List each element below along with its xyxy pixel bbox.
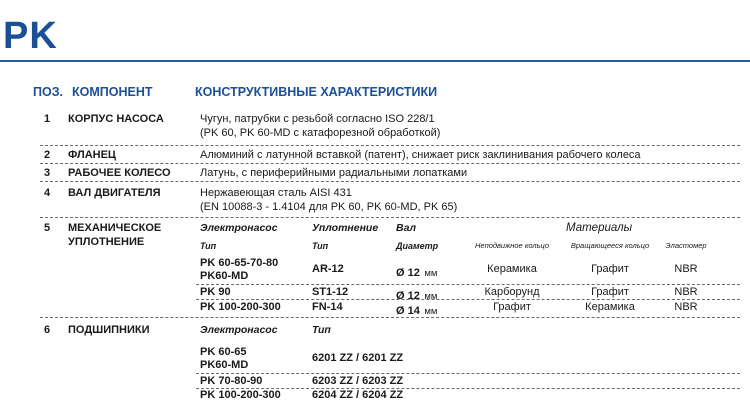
row-2-line-1: Алюминий с латунной вставкой (патент), снижает риск заклинивания рабочего колеса: [200, 149, 641, 161]
bearings-col-type: Тип: [312, 324, 331, 336]
separator: [196, 284, 740, 285]
seal-col-shaft: Вал: [396, 222, 417, 234]
seal-item-2-elastomer: NBR: [674, 286, 698, 298]
separator: [40, 317, 740, 318]
row-4-name: ВАЛ ДВИГАТЕЛЯ: [68, 187, 161, 199]
bearing-item-3-pump-1: PK 100-200-300: [200, 389, 281, 401]
row-4-line-2: (EN 10088-3 - 1.4104 для PK 60, PK 60-MD, PK 65): [200, 201, 458, 213]
seal-item-2-rotating: Графит: [591, 286, 629, 298]
seal-sub-type-1: Тип: [200, 241, 217, 251]
bearings-col-pump: Электронасос: [200, 324, 278, 336]
seal-item-2-diameter-unit: мм: [424, 291, 438, 302]
seal-sub-type-2: Тип: [312, 241, 329, 251]
separator: [40, 145, 740, 146]
row-5-num: 5: [44, 222, 51, 234]
seal-sub-diameter: Диаметр: [396, 241, 439, 251]
row-2-num: 2: [44, 149, 51, 161]
bearing-item-1-type: 6201 ZZ / 6201 ZZ: [312, 352, 404, 364]
row-2-name: ФЛАНЕЦ: [68, 149, 116, 161]
seal-col-pump: Электронасос: [200, 222, 278, 234]
row-6-name: ПОДШИПНИКИ: [68, 324, 150, 336]
seal-item-1-diameter-unit: мм: [424, 268, 438, 279]
row-3-num: 3: [44, 167, 51, 179]
seal-item-3-rotating: Керамика: [585, 301, 635, 313]
row-3-name: РАБОЧЕЕ КОЛЕСО: [68, 167, 171, 179]
row-1-name: КОРПУС НАСОСА: [68, 113, 164, 125]
seal-item-1-diameter-value: Ø 12: [396, 267, 420, 279]
seal-item-3-pump-1: PK 100-200-300: [200, 301, 281, 313]
separator: [40, 163, 740, 164]
row-4-num: 4: [44, 187, 51, 199]
seal-item-2-fixed: Карборунд: [484, 286, 540, 298]
seal-sub-elastomer: Эластомер: [665, 241, 707, 250]
row-4-line-1: Нержавеющая сталь AISI 431: [200, 187, 352, 199]
header-characteristics: КОНСТРУКТИВНЫЕ ХАРАКТЕРИСТИКИ: [195, 85, 438, 99]
row-3-line-1: Латунь, с периферийными радиальными лопатками: [200, 167, 468, 179]
bearing-item-1-pump-1: PK 60-65: [200, 346, 247, 358]
seal-item-1-rotating: Графит: [591, 263, 629, 275]
bearing-item-2-type: 6203 ZZ / 6203 ZZ: [312, 375, 404, 387]
bearing-item-2-pump-1: PK 70-80-90: [200, 375, 263, 387]
seal-col-materials: Материалы: [566, 222, 633, 234]
seal-item-2-diameter-value: Ø 12: [396, 290, 420, 302]
row-6-num: 6: [44, 324, 51, 336]
header-component: КОМПОНЕНТ: [72, 85, 153, 99]
separator: [40, 181, 740, 182]
title-rule: [0, 60, 750, 62]
seal-item-3-fixed: Графит: [493, 301, 531, 313]
separator: [196, 373, 740, 374]
seal-item-3-diameter-value: Ø 14: [396, 305, 420, 317]
row-5-name-line-2: УПЛОТНЕНИЕ: [68, 236, 145, 248]
seal-item-3-diameter-unit: мм: [424, 306, 438, 317]
row-1-line-2: (PK 60, PK 60-MD с катафорезной обработкой): [200, 127, 441, 139]
seal-col-seal: Уплотнение: [312, 222, 379, 234]
row-5-name-line-1: МЕХАНИЧЕСКОЕ: [68, 222, 162, 234]
separator: [196, 299, 740, 300]
seal-item-2-type: ST1-12: [312, 286, 349, 298]
seal-item-1-diameter: [396, 263, 437, 281]
seal-sub-fixed-ring: Неподвижное кольцо: [474, 241, 549, 250]
seal-item-1-elastomer: NBR: [674, 263, 698, 275]
seal-item-1-pump-1: PK 60-65-70-80: [200, 257, 279, 269]
bearing-item-1-pump-2: PK60-MD: [200, 359, 249, 371]
seal-item-2-pump-1: PK 90: [200, 286, 231, 298]
seal-item-1-type: AR-12: [312, 263, 344, 275]
separator: [40, 217, 740, 218]
bearing-item-3-type: 6204 ZZ / 6204 ZZ: [312, 389, 404, 401]
row-1-line-1: Чугун, патрубки с резьбой согласно ISO 228/1: [200, 113, 435, 125]
seal-item-1-pump-2: PK60-MD: [200, 270, 249, 282]
row-1-num: 1: [44, 113, 51, 125]
header-pos: ПОЗ.: [33, 85, 64, 99]
seal-item-3-elastomer: NBR: [674, 301, 698, 313]
seal-item-3-type: FN-14: [312, 301, 343, 313]
page-title: PK: [3, 15, 58, 57]
seal-sub-rotating-ring: Вращающееся кольцо: [570, 241, 650, 250]
seal-item-1-fixed: Керамика: [487, 263, 537, 275]
